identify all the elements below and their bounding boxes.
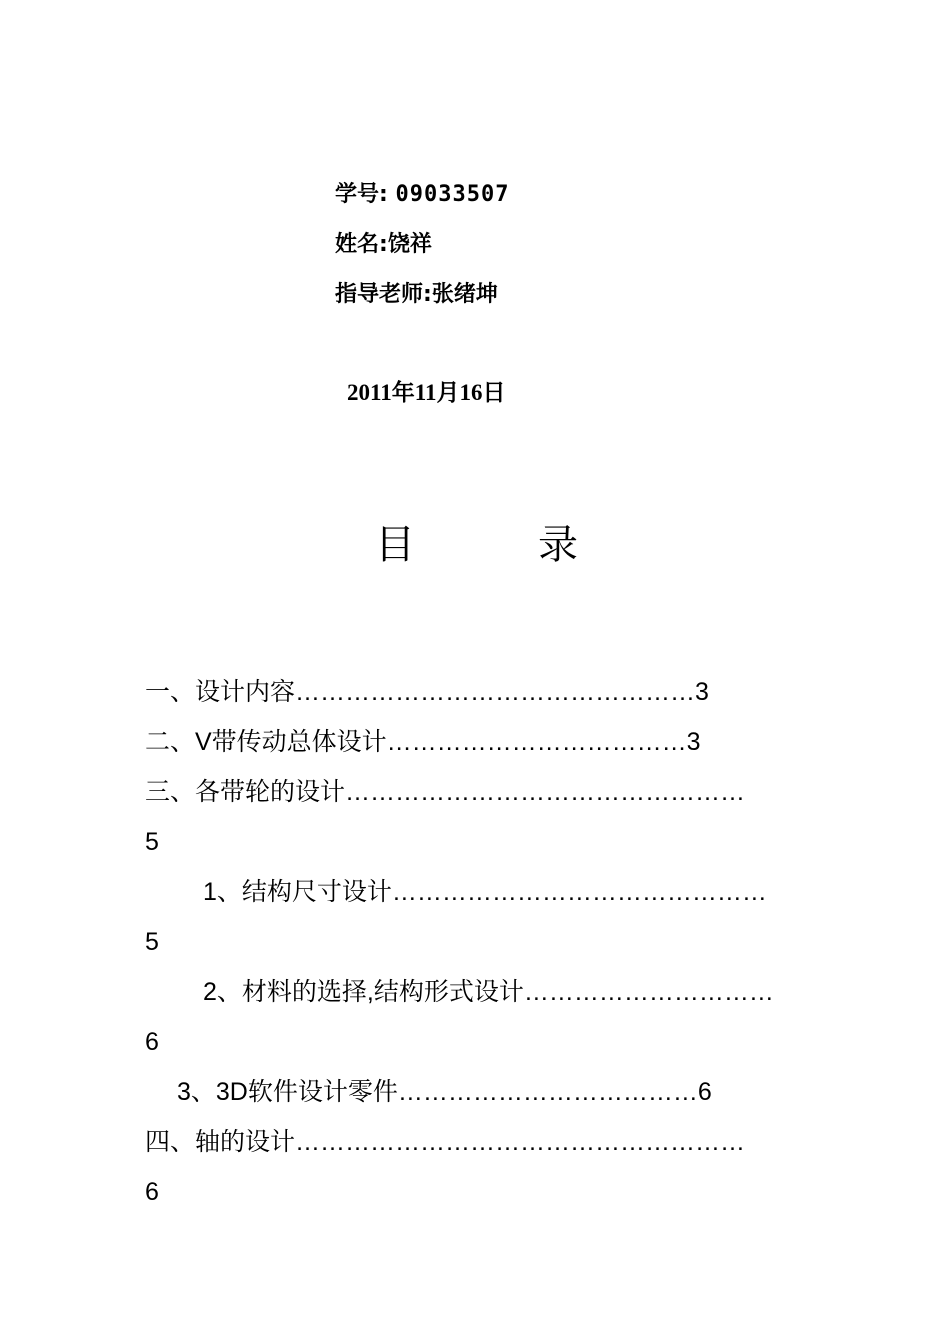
- document-date: 2011年11月16日: [347, 380, 506, 405]
- toc-entry-4-page[interactable]: 6: [145, 1178, 159, 1206]
- toc-title-right: 录: [538, 522, 578, 568]
- name-line: [335, 230, 432, 260]
- toc-entry-3-page[interactable]: 5: [145, 828, 159, 856]
- name-value: 饶祥: [387, 232, 432, 257]
- advisor-label: 指导老师:: [335, 282, 432, 307]
- toc-entry-2[interactable]: 二、V带传动总体设计………………………………3: [145, 728, 701, 756]
- student-id-label: 学号:: [335, 182, 388, 207]
- toc-title-left: 目: [375, 522, 415, 568]
- advisor-value: 张绪坤: [431, 282, 498, 307]
- advisor-line: [335, 280, 498, 310]
- toc-entry-4[interactable]: 四、轴的设计………………………………………………: [145, 1128, 746, 1156]
- student-id-line: [335, 180, 509, 210]
- toc-entry-3-3[interactable]: 3、3D软件设计零件………………………………6: [177, 1078, 712, 1106]
- toc-entry-3-1-page[interactable]: 5: [145, 928, 159, 956]
- toc-entry-1[interactable]: 一、设计内容…………………………………………3: [145, 678, 709, 706]
- toc-entry-3-1[interactable]: 1、结构尺寸设计………………………………………: [203, 878, 767, 906]
- toc-entry-3[interactable]: 三、各带轮的设计…………………………………………: [145, 778, 746, 806]
- toc-entry-3-2-page[interactable]: 6: [145, 1028, 159, 1056]
- toc-entry-3-2[interactable]: 2、材料的选择,结构形式设计…………………………: [203, 978, 774, 1006]
- student-id-value: 09033507: [395, 182, 510, 207]
- name-label: 姓名:: [335, 232, 388, 257]
